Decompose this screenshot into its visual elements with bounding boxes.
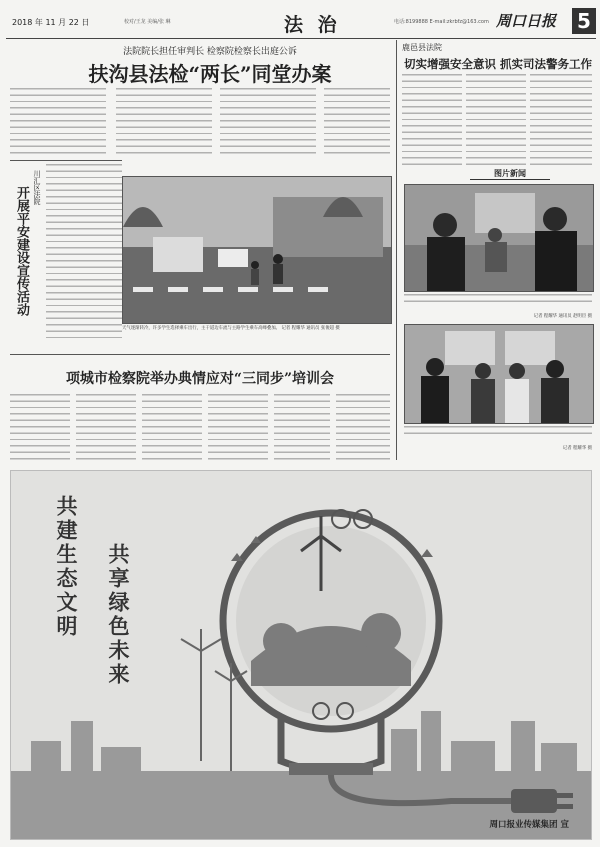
interview-scene-image xyxy=(405,325,593,423)
street-photo-caption xyxy=(122,326,390,332)
side-district: 川汇区法院 xyxy=(33,170,41,205)
right-text-col2 xyxy=(466,74,526,168)
mid-text-col3 xyxy=(142,394,202,460)
street-caption-credit: 记者 程耀华 通讯员 张俊超 摄 xyxy=(281,326,340,331)
right-kicker: 鹿邑县法院 xyxy=(402,43,442,52)
office-photo-caption xyxy=(404,294,592,314)
office-credit: 记者 程耀华 通讯员 赵明臣 摄 xyxy=(533,314,592,319)
lead-kicker: 法院院长担任审判长 检察院检察长出庭公诉 xyxy=(123,47,297,57)
right-headline: 切实增强安全意识 抓实司法警务工作 xyxy=(404,57,593,71)
side-text-col xyxy=(46,164,122,340)
ad-slogan-left: 共建生态文明 xyxy=(54,495,79,639)
mid-text-col4 xyxy=(208,394,268,460)
lead-text-col1 xyxy=(10,88,106,158)
editor-line: 校对/王龙 美编/张 琳 xyxy=(124,19,171,25)
ad-slogan-right: 共享绿色未来 xyxy=(106,543,131,687)
office-caption-lines xyxy=(404,294,592,306)
right-text-col3 xyxy=(530,74,592,168)
interview-credit: 记者 程耀华 摄 xyxy=(562,446,592,451)
lead-headline: 扶沟县法检“两长”同堂办案 xyxy=(88,62,332,86)
lead-text-col2 xyxy=(116,88,212,158)
street-caption-text: 天气逐渐转冷，许多学生选择乘车出行，主干道边车流与主路学生乘车高峰叠加。 xyxy=(122,326,281,331)
photo-news-banner: 图片新闻 xyxy=(470,168,550,180)
contact-line: 电话:8199888 E-mail:zkrbfz@163.com xyxy=(394,19,489,25)
issue-date: 2018 年 11 月 22 日 xyxy=(12,18,90,27)
office-scene-image xyxy=(405,185,593,291)
street-photo xyxy=(122,176,392,324)
street-scene-image xyxy=(123,177,391,323)
masthead xyxy=(6,8,596,39)
paper-logo: 周口日报 xyxy=(496,12,557,30)
mid-text-col6 xyxy=(336,394,390,460)
lightbulb-city-illustration xyxy=(11,471,591,839)
section-title: 法 治 xyxy=(284,14,341,36)
mid-text-col1 xyxy=(10,394,70,460)
mid-text-col5 xyxy=(274,394,330,460)
lead-text-col3 xyxy=(220,88,316,158)
interview-photo-caption xyxy=(404,426,592,444)
interview-caption-lines xyxy=(404,426,592,438)
mid-text-col2 xyxy=(76,394,136,460)
side-vertical-title: 开展平安建设宣传活动 xyxy=(14,186,29,316)
ad-sponsor: 周口报业传媒集团 宣 xyxy=(489,820,569,830)
mid-headline: 项城市检察院举办典情应对“三同步”培训会 xyxy=(65,371,335,387)
interview-photo xyxy=(404,324,594,424)
office-photo xyxy=(404,184,594,292)
lead-text-col4 xyxy=(324,88,390,158)
public-service-ad xyxy=(10,470,592,840)
page-number: 5 xyxy=(572,8,596,34)
right-text-col1 xyxy=(402,74,462,168)
